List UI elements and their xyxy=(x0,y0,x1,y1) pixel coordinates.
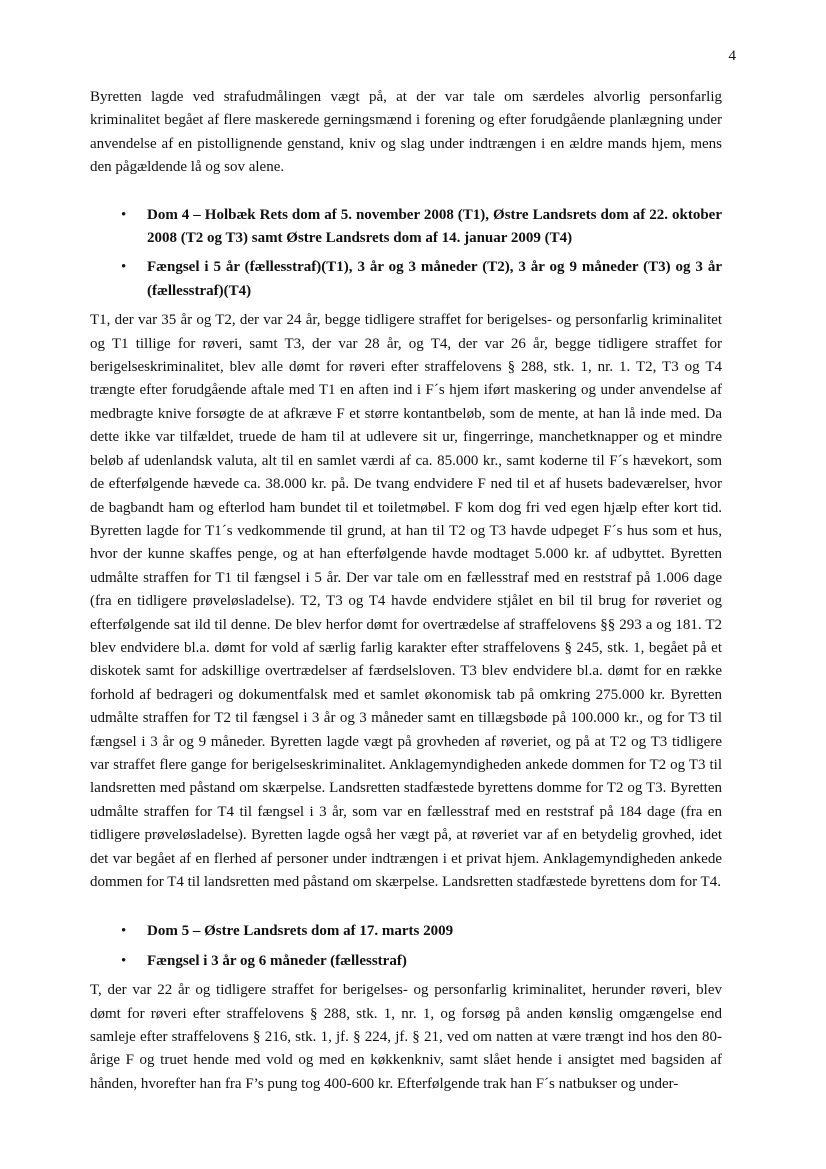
intro-paragraph: Byretten lagde ved strafudmålingen vægt på, at der var tale om særdeles alvorlig personfarlig kriminalitet begået af flere maskerede gerningsmænd i forening og efter forudgående planlægning under anvendelse af en pistollignende genstand, kniv og slag under indtrængen i en ældre mands hjem, mens den pågældende lå og sov alene. xyxy=(90,89,722,176)
case-4-body: T1, der var 35 år og T2, der var 24 år, begge tidligere straffet for berigelses- og personfarlig kriminalitet og T1 tillige for røveri, samt T3, der var 28 år, og T4, der var 26 år, begge tidligere straffet for berigelseskriminalitet, blev alle dømt for røveri efter straffelovens § 288, stk. 1, nr. 1. T2, T3 og T4 trængte efter forudgående aftale med T1 en aften ind i F´s hjem iført maskering og under anvendelse af medbragte knive forsøgte de at afkræve F et større kontantbeløb, som de mente, at han lå inde med. Da dette ikke var tilfældet, truede de ham til at udlevere sit ur, fingerringe, manchetknapper og et mindre beløb af udenlandsk valuta, alt til en samlet værdi af ca. 85.000 kr., samt koderne til F´s hævekort, som de efterfølgende hævede ca. 38.000 kr. på. De tvang endvidere F ned til et af husets badeværelser, hvor de bagbandt ham og efterlod ham bundet til et toiletmøbel. F kom dog fri ved egen hjælp efter kort tid. Byretten lagde for T1´s vedkommende til grund, at han til T2 og T3 havde udpeget F´s hus som et hus, hvor der kunne skaffes penge, og at han efterfølgende havde modtaget 5.000 kr. af udbyttet. Byretten udmålte straffen for T1 til fængsel i 5 år. Der var tale om en fællesstraf med en reststraf på 1.006 dage (fra en tidligere prøveløsladelse). T2, T3 og T4 havde endvidere stjålet en bil til brug for røveriet og efterfølgende sat ild til denne. De blev herfor dømt for overtrædelse af straffelovens §§ 293 a og 181. T2 blev endvidere bl.a. dømt for vold af særlig farlig karakter efter straffelovens § 245, stk. 1, begået på et diskotek samt for adskillige overtrædelser af færdselsloven. T3 blev endvidere bl.a. dømt for en række forhold af bedrageri og dokumentfalsk med et samlet økonomisk tab på omkring 275.000 kr. Byretten udmålte straffen for T2 til fængsel i 3 år og 3 måneder samt en tillægsbøde på 100.000 kr., og for T3 til fængsel i 3 år og 9 måneder. Byretten lagde vægt på grovheden af røveriet, og på at T2 og T3 tidligere var straffet flere gange for berigelseskriminalitet. Anklagemyndigheden ankede dommen for T2 og T3 til landsretten med påstand om skærpelse. Landsretten stadfæstede byrettens domme for T2 og T3. Byretten udmålte straffen for T4 til fængsel i 3 år, som var en fællesstraf med en reststraf på 184 dage (fra en tidligere prøveløsladelse). Byretten lagde også her vægt på, at røveriet var af en betydelig grovhed, idet det var begået af en flerhed af personer under indtrængen i et privat hjem. Anklagemyndigheden ankede dommen for T4 til landsretten med påstand om skærpelse. Landsretten stadfæstede byrettens dom for T4. xyxy=(90,312,722,890)
case-4-sentence xyxy=(90,256,722,303)
case-4-sentence-text: Fængsel i 5 år (fællesstraf)(T1), 3 år og 3 måneder (T2), 3 år og 9 måneder (T3) og 3 år (fællesstraf)(T4) xyxy=(147,259,722,299)
bullet-icon: • xyxy=(121,259,127,276)
case-5-body: T, der var 22 år og tidligere straffet for berigelses- og personfarlig kriminalitet, herunder røveri, blev dømt for røveri efter straffelovens § 288, stk. 1, nr. 1, og forsøg på anden kønslig omgængelse end samleje efter straffelovens § 216, stk. 1, jf. § 224, jf. § 21, ved om natten at være trængt ind hos den 80-årige F og truet hende med vold og med en køkkenkniv, samt slået hende i ansigtet med bagsiden af hånden, hvorefter han fra F’s pung tog 400-600 kr. Efterfølgende trak han F´s natbukser og under- xyxy=(90,982,722,1092)
case-5-heading-text: Dom 5 – Østre Landsrets dom af 17. marts 2009 xyxy=(147,923,454,940)
case-4-heading-text: Dom 4 – Holbæk Rets dom af 5. november 2008 (T1), Østre Landsrets dom af 22. oktober 2008 (T2 og T3) samt Østre Landsrets dom af 14. januar 2009 (T4) xyxy=(147,206,722,247)
case-5-sentence-text: Fængsel i 3 år og 6 måneder (fællesstraf) xyxy=(147,952,407,969)
bullet-icon: • xyxy=(121,206,127,223)
bullet-icon: • xyxy=(121,923,127,940)
case-5-sentence xyxy=(90,950,722,973)
case-4-heading xyxy=(90,204,722,251)
case-5-heading xyxy=(90,920,722,943)
case-4-bullets xyxy=(90,204,722,304)
case-5-bullets xyxy=(90,920,722,973)
page-number: 4 xyxy=(728,48,736,64)
document-body xyxy=(90,86,722,1096)
bullet-icon: • xyxy=(121,952,127,969)
